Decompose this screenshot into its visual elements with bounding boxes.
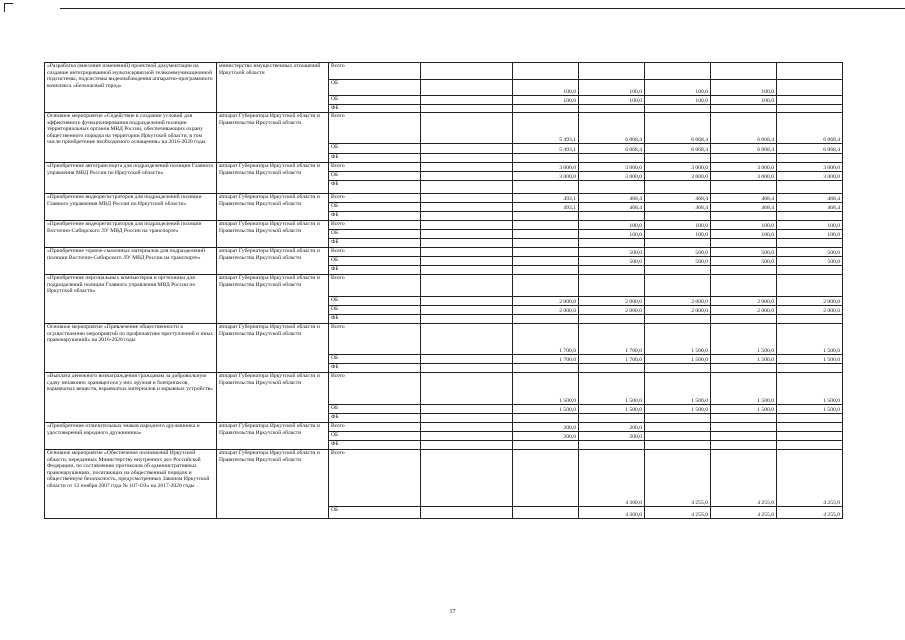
amount-cell: 493,1: [513, 194, 579, 203]
amount-cell: 100,0: [645, 230, 711, 239]
executor-cell: аппарат Губернатора Иркутской области и Правительства Иркутской области: [217, 373, 329, 423]
amount-cell: 1 500,0: [579, 405, 645, 414]
amount-cell: 1 500,0: [513, 373, 579, 405]
amount-cell: 2 000,0: [645, 306, 711, 315]
empty-cell: [421, 144, 513, 154]
amount-cell: 468,4: [777, 194, 843, 203]
amount-cell: 6 068,4: [579, 144, 645, 154]
amount-cell: [777, 96, 843, 105]
amount-cell: 500,0: [579, 248, 645, 257]
amount-cell: [711, 364, 777, 373]
activity-name-cell: «Разработка (внесение изменений) проектной документации на создание интегрированной мультисервисной телекоммуникационной подсистемы, подсистемы видеонаблюдения аппаратно-программного комплекса «Безопасный город»: [45, 63, 217, 113]
empty-cell: [421, 257, 513, 266]
amount-cell: [711, 266, 777, 275]
amount-cell: 1 700,0: [513, 355, 579, 364]
funding-source-cell: ФБ: [329, 105, 421, 113]
amount-cell: [645, 266, 711, 275]
amount-cell: [711, 63, 777, 80]
table-row: [45, 423, 843, 432]
amount-cell: [579, 239, 645, 248]
amount-cell: [777, 154, 843, 163]
amount-cell: [777, 432, 843, 441]
amount-cell: [777, 181, 843, 194]
amount-cell: 6 068,4: [711, 144, 777, 154]
funding-source-cell: Всего: [329, 248, 421, 257]
amount-cell: [579, 63, 645, 80]
activity-name-cell: «Приобретение видеорегистраторов для подразделений полиции Восточно-Сибирского ЛУ МВД России на транспорте»: [45, 221, 217, 248]
amount-cell: 3 000,0: [579, 163, 645, 172]
amount-cell: 500,0: [711, 248, 777, 257]
amount-cell: [645, 63, 711, 80]
amount-cell: [513, 257, 579, 266]
amount-cell: 1 700,0: [513, 324, 579, 355]
empty-cell: [421, 441, 513, 450]
funding-source-cell: ОБ: [329, 257, 421, 266]
amount-cell: 100,0: [711, 80, 777, 96]
amount-cell: [513, 230, 579, 239]
executor-cell: аппарат Губернатора Иркутской области и Правительства Иркутской области: [217, 248, 329, 275]
amount-cell: [711, 414, 777, 423]
amount-cell: 2 000,0: [711, 306, 777, 315]
page-corner-mark: [4, 3, 13, 12]
amount-cell: 100,0: [711, 221, 777, 230]
amount-cell: 1 500,0: [513, 405, 579, 414]
amount-cell: 100,0: [579, 230, 645, 239]
amount-cell: 500,0: [711, 257, 777, 266]
amount-cell: 2 000,0: [513, 297, 579, 306]
amount-cell: [513, 315, 579, 324]
amount-cell: [645, 364, 711, 373]
empty-cell: [421, 212, 513, 221]
amount-cell: [579, 441, 645, 450]
activity-name-cell: «Приобретение горюче-смазочных материалов для подразделений полиции Восточно-Сибирского ЛУ МВД России на транспорте»: [45, 248, 217, 275]
funding-source-cell: ОБ: [329, 203, 421, 212]
amount-cell: [513, 266, 579, 275]
table-row: [45, 324, 843, 355]
amount-cell: 4 300,0: [579, 507, 645, 519]
amount-cell: [645, 423, 711, 432]
budget-table: [44, 62, 843, 519]
amount-cell: [777, 364, 843, 373]
amount-cell: [645, 414, 711, 423]
empty-cell: [421, 80, 513, 96]
amount-cell: [579, 105, 645, 113]
amount-cell: 200,0: [579, 423, 645, 432]
amount-cell: 3 000,0: [777, 172, 843, 181]
table-row: [45, 163, 843, 172]
table-row: [45, 63, 843, 80]
funding-source-cell: ОБ: [329, 172, 421, 181]
activity-name-cell: «Приобретение отличительных знаков народного дружинника и удостоверений народного дружинника»: [45, 423, 217, 450]
amount-cell: 6 068,4: [777, 113, 843, 144]
empty-cell: [421, 306, 513, 315]
amount-cell: 3 000,0: [645, 172, 711, 181]
amount-cell: [579, 414, 645, 423]
amount-cell: [645, 441, 711, 450]
amount-cell: [579, 315, 645, 324]
amount-cell: [513, 275, 579, 297]
activity-name-cell: «Приобретение персональных компьютеров и оргтехники для подразделений полиции Главного управления МВД России по Иркутской области»: [45, 275, 217, 324]
amount-cell: [513, 450, 579, 507]
funding-source-cell: ОБ: [329, 355, 421, 364]
amount-cell: 4 255,0: [645, 507, 711, 519]
amount-cell: 3 000,0: [513, 172, 579, 181]
table-row: [45, 275, 843, 297]
empty-cell: [421, 163, 513, 172]
funding-source-cell: ФБ: [329, 441, 421, 450]
activity-name-cell: Основное мероприятие «Обеспечение полномочий Иркутской области, переданных Министерству внутренних дел Российской Федерации, по составлению протоколов об административных правонарушениях, посягающих на общественный порядок и общественную безопасность, предусмотренных Законом Иркутской области от 12 ноября 2007 года № 107-ОЗ» на 2017-2020 годы: [45, 450, 217, 519]
amount-cell: [645, 181, 711, 194]
amount-cell: 1 500,0: [711, 373, 777, 405]
amount-cell: 4 255,0: [777, 450, 843, 507]
executor-cell: министерство имущественных отношений Иркутской области: [217, 63, 329, 113]
amount-cell: 4 255,0: [777, 507, 843, 519]
amount-cell: [645, 432, 711, 441]
amount-cell: [513, 212, 579, 221]
empty-cell: [421, 432, 513, 441]
amount-cell: [513, 181, 579, 194]
amount-cell: 1 700,0: [579, 324, 645, 355]
table-row: [45, 373, 843, 405]
amount-cell: 2 000,0: [777, 297, 843, 306]
amount-cell: [711, 105, 777, 113]
amount-cell: 4 255,0: [711, 450, 777, 507]
executor-cell: аппарат Губернатора Иркутской области и Правительства Иркутской области: [217, 163, 329, 194]
funding-source-cell: ФБ: [329, 364, 421, 373]
empty-cell: [421, 194, 513, 203]
amount-cell: [777, 212, 843, 221]
table-row: [45, 194, 843, 203]
amount-cell: 1 700,0: [579, 355, 645, 364]
amount-cell: 493,1: [513, 203, 579, 212]
amount-cell: 1 500,0: [711, 355, 777, 364]
amount-cell: 5 493,1: [513, 113, 579, 144]
amount-cell: 4 255,0: [645, 450, 711, 507]
amount-cell: 468,4: [579, 194, 645, 203]
amount-cell: [579, 266, 645, 275]
amount-cell: 1 500,0: [645, 373, 711, 405]
amount-cell: [645, 275, 711, 297]
funding-source-cell: ОБ: [329, 432, 421, 441]
amount-cell: 468,4: [645, 203, 711, 212]
amount-cell: [711, 212, 777, 221]
empty-cell: [421, 315, 513, 324]
amount-cell: 468,4: [711, 203, 777, 212]
amount-cell: 100,0: [513, 80, 579, 96]
amount-cell: [711, 275, 777, 297]
amount-cell: 3 000,0: [777, 163, 843, 172]
amount-cell: 6 068,4: [777, 144, 843, 154]
amount-cell: [645, 154, 711, 163]
funding-source-cell: ОБ: [329, 507, 421, 519]
amount-cell: 1 500,0: [645, 405, 711, 414]
activity-name-cell: Основное мероприятие «Привлечение общественности к осуществлению мероприятий по профилактике преступлений и иных правонарушений» на 2016-2020 годы: [45, 324, 217, 373]
amount-cell: 3 000,0: [711, 172, 777, 181]
executor-cell: аппарат Губернатора Иркутской области и Правительства Иркутской области: [217, 113, 329, 163]
empty-cell: [421, 275, 513, 297]
amount-cell: 100,0: [513, 96, 579, 105]
amount-cell: [777, 266, 843, 275]
funding-source-cell: ОБ: [329, 405, 421, 414]
empty-cell: [421, 423, 513, 432]
amount-cell: [513, 221, 579, 230]
amount-cell: 500,0: [777, 257, 843, 266]
funding-source-cell: Всего: [329, 163, 421, 172]
amount-cell: 1 500,0: [711, 405, 777, 414]
amount-cell: 1 500,0: [777, 324, 843, 355]
empty-cell: [421, 266, 513, 275]
amount-cell: 1 500,0: [645, 324, 711, 355]
amount-cell: 468,4: [645, 194, 711, 203]
funding-source-cell: ОБ: [329, 80, 421, 96]
executor-cell: аппарат Губернатора Иркутской области и Правительства Иркутской области: [217, 221, 329, 248]
funding-source-cell: ОБ: [329, 306, 421, 315]
amount-cell: 100,0: [777, 230, 843, 239]
amount-cell: 500,0: [645, 257, 711, 266]
empty-cell: [421, 63, 513, 80]
empty-cell: [421, 324, 513, 355]
empty-cell: [421, 248, 513, 257]
amount-cell: 2 000,0: [579, 306, 645, 315]
funding-source-cell: Всего: [329, 194, 421, 203]
amount-cell: [579, 364, 645, 373]
amount-cell: [513, 154, 579, 163]
funding-source-cell: Всего: [329, 113, 421, 144]
funding-source-cell: ОБ: [329, 297, 421, 306]
empty-cell: [421, 414, 513, 423]
funding-source-cell: ФБ: [329, 181, 421, 194]
amount-cell: 2 000,0: [777, 306, 843, 315]
amount-cell: [513, 364, 579, 373]
empty-cell: [421, 355, 513, 364]
amount-cell: 100,0: [579, 221, 645, 230]
empty-cell: [421, 221, 513, 230]
amount-cell: 500,0: [777, 248, 843, 257]
amount-cell: [777, 105, 843, 113]
amount-cell: [777, 63, 843, 80]
amount-cell: 1 500,0: [711, 324, 777, 355]
activity-name-cell: «Приобретение видеорегистраторов для подразделений полиции Главного управления МВД России по Иркутской области»: [45, 194, 217, 221]
page-number: 17: [449, 609, 456, 615]
amount-cell: 6 068,4: [711, 113, 777, 144]
amount-cell: 3 000,0: [645, 163, 711, 172]
amount-cell: [711, 181, 777, 194]
funding-source-cell: ОБ: [329, 230, 421, 239]
funding-source-cell: ФБ: [329, 315, 421, 324]
amount-cell: [513, 105, 579, 113]
amount-cell: [579, 181, 645, 194]
amount-cell: [645, 239, 711, 248]
amount-cell: [711, 239, 777, 248]
amount-cell: 4 300,0: [579, 450, 645, 507]
empty-cell: [421, 96, 513, 105]
amount-cell: 3 000,0: [579, 172, 645, 181]
amount-cell: 100,0: [579, 96, 645, 105]
amount-cell: [777, 239, 843, 248]
funding-source-cell: Всего: [329, 423, 421, 432]
funding-source-cell: Всего: [329, 373, 421, 405]
amount-cell: [513, 248, 579, 257]
empty-cell: [421, 507, 513, 519]
funding-source-cell: ФБ: [329, 239, 421, 248]
empty-cell: [421, 181, 513, 194]
empty-cell: [421, 239, 513, 248]
empty-cell: [421, 203, 513, 212]
amount-cell: 468,4: [711, 194, 777, 203]
executor-cell: аппарат Губернатора Иркутской области и Правительства Иркутской области: [217, 450, 329, 519]
amount-cell: 200,0: [513, 432, 579, 441]
amount-cell: 2 000,0: [579, 297, 645, 306]
amount-cell: [711, 423, 777, 432]
amount-cell: [579, 154, 645, 163]
funding-source-cell: Всего: [329, 63, 421, 80]
amount-cell: 468,4: [777, 203, 843, 212]
activity-name-cell: Основное мероприятие «Содействие в создании условий для эффективного функционирования подразделений полиции территориальных органов МВД России, обеспечивающих охрану общественного порядка на территории Иркутской области, в том числе приобретение необходимого оснащения» на 2016-2020 годы: [45, 113, 217, 163]
amount-cell: [777, 423, 843, 432]
activity-name-cell: «Приобретение автотранспорта для подразделений полиции Главного управления МВД России по Иркутской области»: [45, 163, 217, 194]
amount-cell: [645, 315, 711, 324]
empty-cell: [421, 230, 513, 239]
amount-cell: [711, 154, 777, 163]
executor-cell: аппарат Губернатора Иркутской области и Правительства Иркутской области: [217, 324, 329, 373]
empty-cell: [421, 450, 513, 507]
table-row: [45, 113, 843, 144]
empty-cell: [421, 154, 513, 163]
amount-cell: [777, 275, 843, 297]
empty-cell: [421, 373, 513, 405]
amount-cell: 468,4: [579, 203, 645, 212]
amount-cell: 100,0: [645, 96, 711, 105]
amount-cell: [711, 315, 777, 324]
empty-cell: [421, 364, 513, 373]
amount-cell: 100,0: [711, 230, 777, 239]
funding-source-cell: Всего: [329, 324, 421, 355]
amount-cell: 500,0: [579, 257, 645, 266]
top-border-line: [60, 8, 905, 9]
empty-cell: [421, 405, 513, 414]
amount-cell: [711, 432, 777, 441]
amount-cell: 100,0: [711, 96, 777, 105]
amount-cell: 1 500,0: [645, 355, 711, 364]
amount-cell: 6 068,4: [579, 113, 645, 144]
amount-cell: 200,0: [513, 423, 579, 432]
empty-cell: [421, 105, 513, 113]
empty-cell: [421, 172, 513, 181]
amount-cell: [579, 275, 645, 297]
amount-cell: [579, 212, 645, 221]
executor-cell: аппарат Губернатора Иркутской области и Правительства Иркутской области: [217, 275, 329, 324]
funding-source-cell: Всего: [329, 275, 421, 297]
amount-cell: [777, 315, 843, 324]
amount-cell: 2 000,0: [513, 306, 579, 315]
funding-source-cell: ОБ: [329, 96, 421, 105]
amount-cell: [777, 441, 843, 450]
funding-source-cell: ОБ: [329, 144, 421, 154]
amount-cell: [777, 414, 843, 423]
amount-cell: [513, 63, 579, 80]
amount-cell: 3 000,0: [711, 163, 777, 172]
funding-source-cell: Всего: [329, 450, 421, 507]
empty-cell: [421, 113, 513, 144]
amount-cell: [645, 212, 711, 221]
executor-cell: аппарат Губернатора Иркутской области и Правительства Иркутской области: [217, 194, 329, 221]
executor-cell: аппарат Губернатора Иркутской области и Правительства Иркутской области: [217, 423, 329, 450]
funding-source-cell: ФБ: [329, 414, 421, 423]
activity-name-cell: «Выплата денежного вознаграждения гражданам за добровольную сдачу незаконно хранящегося у них оружия и боеприпасов, взрывчатых веществ, взрывчатых материалов и взрывных устройств»: [45, 373, 217, 423]
table-row: [45, 450, 843, 507]
amount-cell: 100,0: [645, 221, 711, 230]
amount-cell: 1 500,0: [579, 373, 645, 405]
amount-cell: [513, 441, 579, 450]
table-row: [45, 221, 843, 230]
amount-cell: [513, 239, 579, 248]
funding-source-cell: ФБ: [329, 212, 421, 221]
amount-cell: 1 500,0: [777, 355, 843, 364]
amount-cell: 200,0: [579, 432, 645, 441]
amount-cell: 500,0: [645, 248, 711, 257]
amount-cell: 2 000,0: [711, 297, 777, 306]
amount-cell: 100,0: [579, 80, 645, 96]
empty-cell: [421, 297, 513, 306]
amount-cell: [645, 105, 711, 113]
funding-source-cell: ФБ: [329, 266, 421, 275]
amount-cell: 5 493,1: [513, 144, 579, 154]
amount-cell: [711, 441, 777, 450]
amount-cell: 3 000,0: [513, 163, 579, 172]
amount-cell: 2 000,0: [645, 297, 711, 306]
amount-cell: 6 068,4: [645, 144, 711, 154]
amount-cell: 1 500,0: [777, 405, 843, 414]
funding-source-cell: Всего: [329, 221, 421, 230]
amount-cell: 6 068,4: [645, 113, 711, 144]
funding-source-cell: ФБ: [329, 154, 421, 163]
amount-cell: 1 500,0: [777, 373, 843, 405]
amount-cell: 100,0: [645, 80, 711, 96]
table-row: [45, 248, 843, 257]
amount-cell: 100,0: [777, 221, 843, 230]
amount-cell: 4 255,0: [711, 507, 777, 519]
amount-cell: [777, 80, 843, 96]
amount-cell: [513, 507, 579, 519]
table-body: [45, 63, 843, 519]
amount-cell: [513, 414, 579, 423]
